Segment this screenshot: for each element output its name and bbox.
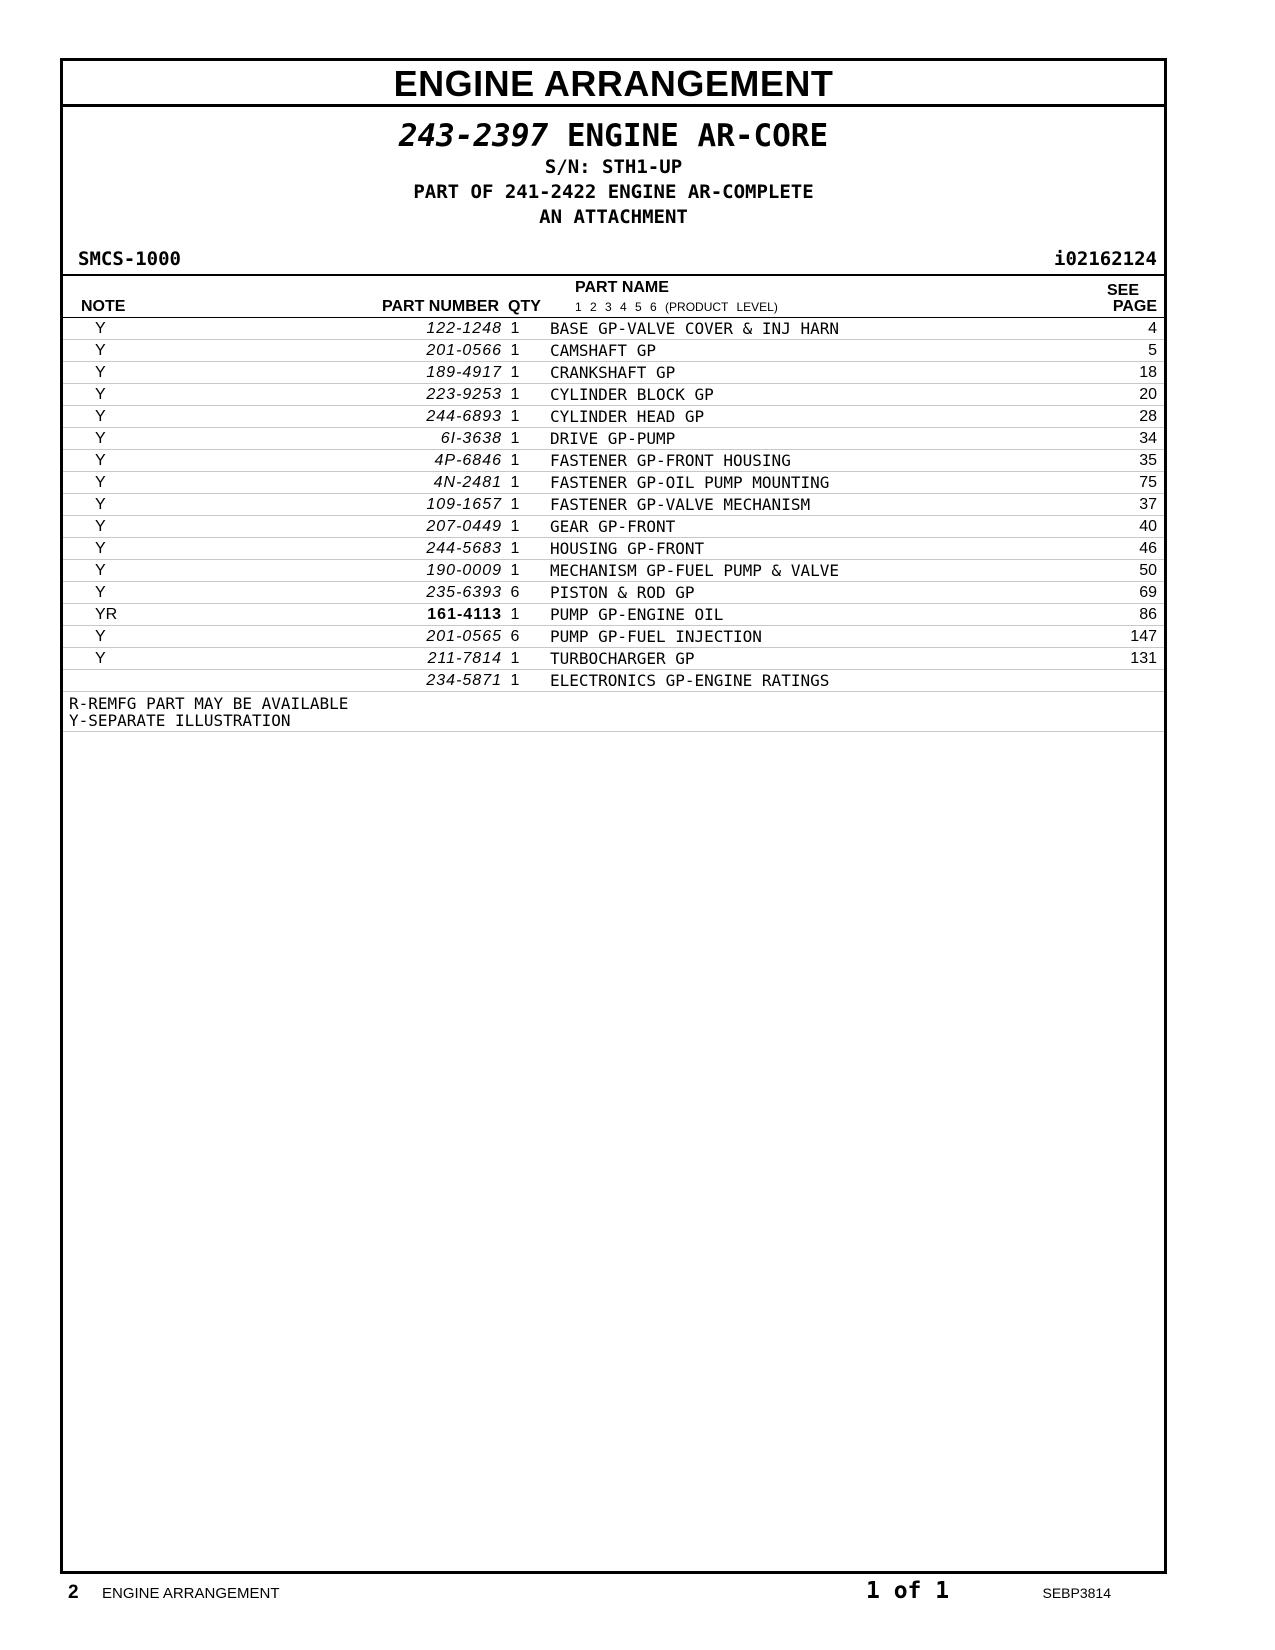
- row-see-page: 86: [1139, 606, 1157, 623]
- row-part-name: PUMP GP-FUEL INJECTION: [550, 627, 762, 646]
- parts-table: [63, 318, 1164, 692]
- table-row: [63, 450, 1164, 472]
- row-note: Y: [95, 562, 106, 579]
- row-part-number: 235-6393: [426, 584, 502, 601]
- page-title: ENGINE ARRANGEMENT: [63, 61, 1164, 107]
- row-qty: 1: [510, 320, 520, 337]
- row-note: Y: [95, 364, 106, 381]
- table-row: [63, 362, 1164, 384]
- row-part-number: 201-0566: [426, 342, 502, 359]
- row-qty: 1: [510, 474, 520, 491]
- row-part-name: ELECTRONICS GP-ENGINE RATINGS: [550, 671, 830, 690]
- row-part-number: 109-1657: [426, 496, 502, 513]
- row-see-page: 18: [1139, 364, 1157, 381]
- row-qty: 1: [510, 518, 520, 535]
- legend: [63, 692, 1164, 732]
- col-see: SEE: [1106, 282, 1139, 299]
- row-see-page: 147: [1130, 628, 1157, 645]
- page-footer: [60, 1576, 1167, 1616]
- row-part-number: 211-7814: [427, 650, 502, 667]
- row-part-name: PUMP GP-ENGINE OIL: [550, 605, 724, 624]
- row-qty: 1: [510, 452, 520, 469]
- row-part-number: 122-1248: [426, 320, 502, 337]
- footer-page-of: 1 of 1: [866, 1578, 950, 1604]
- col-page: PAGE: [1112, 298, 1157, 315]
- row-part-name: CRANKSHAFT GP: [550, 363, 676, 382]
- row-part-name: DRIVE GP-PUMP: [550, 429, 676, 448]
- row-see-page: 50: [1139, 562, 1157, 579]
- row-qty: 1: [510, 650, 520, 667]
- table-row: [63, 472, 1164, 494]
- serial-number: S/N: STH1-UP: [544, 156, 683, 178]
- row-part-number: 207-0449: [426, 518, 502, 535]
- table-row: [63, 670, 1164, 692]
- row-see-page: 28: [1139, 408, 1157, 425]
- row-part-number: 4N-2481: [433, 474, 502, 491]
- table-row: [63, 538, 1164, 560]
- row-note: Y: [95, 650, 106, 667]
- table-row: [63, 604, 1164, 626]
- table-row: [63, 318, 1164, 340]
- row-see-page: 40: [1139, 518, 1157, 535]
- attachment-line: AN ATTACHMENT: [539, 206, 688, 228]
- row-part-name: TURBOCHARGER GP: [550, 649, 695, 668]
- row-qty: 1: [510, 364, 520, 381]
- row-qty: 1: [510, 606, 520, 623]
- row-see-page: 4: [1148, 320, 1157, 337]
- document-id: i02162124: [1054, 248, 1157, 270]
- row-part-name: BASE GP-VALVE COVER & INJ HARN: [550, 319, 839, 338]
- col-note: NOTE: [81, 298, 126, 315]
- row-note: YR: [95, 606, 118, 623]
- row-note: Y: [95, 452, 106, 469]
- row-qty: 1: [510, 540, 520, 557]
- footer-doc-code: SEBP3814: [1042, 1585, 1111, 1601]
- row-see-page: 131: [1130, 650, 1157, 667]
- table-row: [63, 428, 1164, 450]
- table-row: [63, 626, 1164, 648]
- row-note: Y: [95, 474, 106, 491]
- row-part-name: FASTENER GP-OIL PUMP MOUNTING: [550, 473, 830, 492]
- row-note: Y: [95, 320, 106, 337]
- row-part-number: 244-5683: [426, 540, 502, 557]
- row-qty: 1: [510, 430, 520, 447]
- row-see-page: 5: [1148, 342, 1157, 359]
- table-row: [63, 494, 1164, 516]
- row-qty: 1: [510, 672, 520, 689]
- row-part-name: GEAR GP-FRONT: [550, 517, 676, 536]
- row-part-name: CYLINDER HEAD GP: [550, 407, 705, 426]
- legend-separate-illustration: Y-SEPARATE ILLUSTRATION: [69, 711, 291, 730]
- page-frame: [60, 58, 1167, 1574]
- row-note: Y: [95, 540, 106, 557]
- row-part-name: CYLINDER BLOCK GP: [550, 385, 714, 404]
- smcs-code: SMCS-1000: [78, 248, 181, 270]
- col-qty: QTY: [508, 298, 541, 315]
- row-qty: 6: [510, 628, 520, 645]
- column-headers: [63, 276, 1164, 318]
- assembly-header: [63, 117, 1164, 230]
- row-part-number: 244-6893: [426, 408, 502, 425]
- row-qty: 6: [510, 584, 520, 601]
- row-see-page: 35: [1139, 452, 1157, 469]
- row-see-page: 75: [1139, 474, 1157, 491]
- row-part-number: 4P-6846: [434, 452, 502, 469]
- col-part-number: PART NUMBER: [381, 298, 499, 315]
- footer-section: ENGINE ARRANGEMENT: [102, 1585, 280, 1602]
- row-note: Y: [95, 386, 106, 403]
- row-qty: 1: [510, 496, 520, 513]
- row-part-name: MECHANISM GP-FUEL PUMP & VALVE: [550, 561, 839, 580]
- table-row: [63, 560, 1164, 582]
- row-see-page: 34: [1139, 430, 1157, 447]
- row-see-page: 46: [1139, 540, 1157, 557]
- row-qty: 1: [510, 408, 520, 425]
- row-note: Y: [95, 628, 106, 645]
- assembly-name: ENGINE AR-CORE: [566, 118, 829, 154]
- row-qty: 1: [510, 342, 520, 359]
- row-part-number: 189-4917: [426, 364, 502, 381]
- footer-page-number: 2: [68, 1582, 79, 1603]
- col-part-name: PART NAME: [575, 279, 669, 296]
- row-note: Y: [95, 408, 106, 425]
- row-part-number: 6I-3638: [440, 430, 502, 447]
- col-product-level: 1 2 3 4 5 6 (PRODUCT LEVEL): [575, 300, 778, 314]
- row-part-number: 234-5871: [426, 672, 502, 689]
- table-row: [63, 384, 1164, 406]
- identifier-row: [63, 248, 1164, 276]
- row-part-name: HOUSING GP-FRONT: [550, 539, 705, 558]
- row-part-name: FASTENER GP-FRONT HOUSING: [550, 451, 791, 470]
- row-see-page: 37: [1139, 496, 1157, 513]
- assembly-part-number: 243-2397: [398, 118, 549, 154]
- row-qty: 1: [510, 562, 520, 579]
- row-see-page: 20: [1139, 386, 1157, 403]
- row-see-page: 69: [1139, 584, 1157, 601]
- row-part-name: CAMSHAFT GP: [550, 341, 656, 360]
- part-of-line: PART OF 241-2422 ENGINE AR-COMPLETE: [413, 181, 814, 203]
- row-part-name: FASTENER GP-VALVE MECHANISM: [550, 495, 811, 514]
- table-row: [63, 516, 1164, 538]
- row-part-number: 190-0009: [426, 562, 502, 579]
- row-note: Y: [95, 342, 106, 359]
- table-row: [63, 406, 1164, 428]
- assembly-title: [63, 117, 1164, 155]
- row-part-number: 161-4113: [427, 606, 502, 623]
- table-row: [63, 340, 1164, 362]
- row-qty: 1: [510, 386, 520, 403]
- table-row: [63, 648, 1164, 670]
- row-note: Y: [95, 584, 106, 601]
- row-note: Y: [95, 518, 106, 535]
- table-row: [63, 582, 1164, 604]
- legend-remfg: R-REMFG PART MAY BE AVAILABLE: [69, 694, 349, 713]
- row-part-number: 223-9253: [426, 386, 502, 403]
- row-part-number: 201-0565: [426, 628, 502, 645]
- row-note: Y: [95, 496, 106, 513]
- row-note: Y: [95, 430, 106, 447]
- row-part-name: PISTON & ROD GP: [550, 583, 695, 602]
